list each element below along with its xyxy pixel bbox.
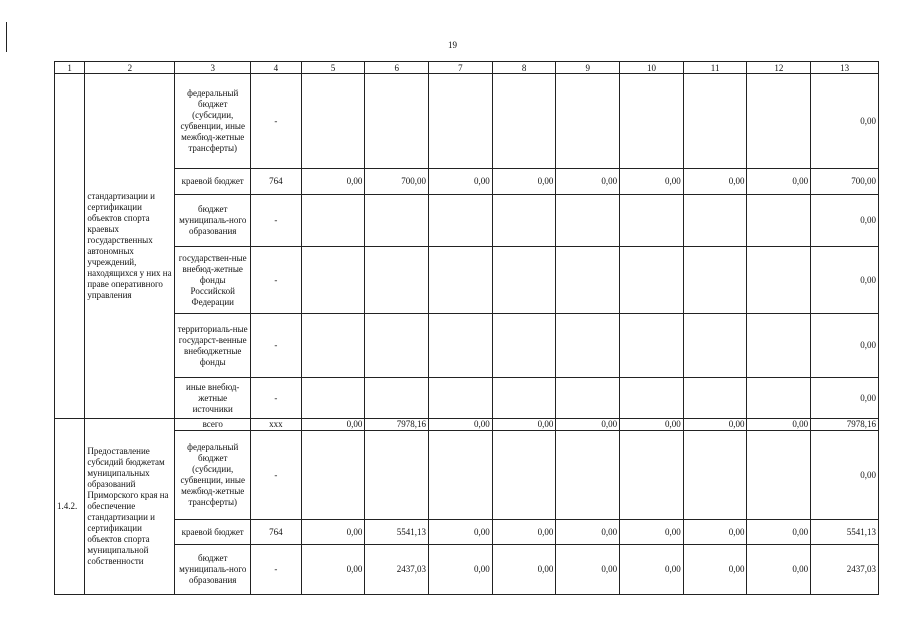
value-cell-7: 0,00 xyxy=(429,520,493,545)
page-number: 19 xyxy=(448,40,457,50)
grbs-code-cell: - xyxy=(251,247,302,314)
value-cell-7 xyxy=(429,431,493,520)
budget-table xyxy=(54,61,879,595)
grbs-code-cell: - xyxy=(251,74,302,169)
table-row xyxy=(55,520,879,545)
value-cell-10: 0,00 xyxy=(620,419,684,431)
table-row xyxy=(55,74,879,169)
funding-source-cell: бюджет муниципаль-ного образования xyxy=(175,545,251,595)
value-cell-5: 0,00 xyxy=(301,520,365,545)
value-cell-10 xyxy=(620,74,684,169)
value-cell-12 xyxy=(747,431,811,520)
table-row xyxy=(55,431,879,520)
value-cell-9 xyxy=(556,314,620,378)
value-cell-13: 0,00 xyxy=(811,431,879,520)
value-cell-13: 7978,16 xyxy=(811,419,879,431)
funding-source-cell: иные внебюд-жетные источники xyxy=(175,378,251,419)
funding-source-cell: федеральный бюджет (субсидии, субвенции, иные межбюд-жетные трансферты) xyxy=(175,431,251,520)
header-cell: 9 xyxy=(556,62,620,74)
value-cell-6 xyxy=(365,74,429,169)
value-cell-10 xyxy=(620,431,684,520)
funding-source-cell: федеральный бюджет (субсидии, субвенции, иные межбюд-жетные трансферты) xyxy=(175,74,251,169)
value-cell-11 xyxy=(683,314,747,378)
grbs-code-cell: - xyxy=(251,195,302,247)
value-cell-5: 0,00 xyxy=(301,545,365,595)
value-cell-6 xyxy=(365,314,429,378)
item-title-cell: стандартизации и сертификации объектов спорта краевых государственных автономных учреждений, находящихся у них на праве оперативного управления xyxy=(85,74,175,419)
table-row xyxy=(55,195,879,247)
value-cell-11: 0,00 xyxy=(683,545,747,595)
header-cell: 1 xyxy=(55,62,85,74)
value-cell-10 xyxy=(620,314,684,378)
header-row xyxy=(55,62,879,74)
value-cell-13: 0,00 xyxy=(811,247,879,314)
value-cell-5 xyxy=(301,247,365,314)
table-row xyxy=(55,419,879,431)
value-cell-11: 0,00 xyxy=(683,169,747,195)
value-cell-7 xyxy=(429,378,493,419)
value-cell-12 xyxy=(747,247,811,314)
header-cell: 7 xyxy=(429,62,493,74)
value-cell-11 xyxy=(683,378,747,419)
value-cell-6: 7978,16 xyxy=(365,419,429,431)
value-cell-11 xyxy=(683,431,747,520)
value-cell-5: 0,00 xyxy=(301,169,365,195)
value-cell-6: 5541,13 xyxy=(365,520,429,545)
value-cell-10: 0,00 xyxy=(620,520,684,545)
value-cell-9: 0,00 xyxy=(556,520,620,545)
value-cell-6 xyxy=(365,431,429,520)
value-cell-7: 0,00 xyxy=(429,169,493,195)
item-title-cell: Предоставление субсидий бюджетам муниципальных образований Приморского края на обеспечение стандартизации и сертификации объектов спорта муниципальной собственности xyxy=(85,419,175,595)
header-cell: 4 xyxy=(251,62,302,74)
grbs-code-cell: 764 xyxy=(251,169,302,195)
header-cell: 12 xyxy=(747,62,811,74)
value-cell-9 xyxy=(556,431,620,520)
value-cell-12 xyxy=(747,314,811,378)
value-cell-13: 0,00 xyxy=(811,195,879,247)
value-cell-6 xyxy=(365,247,429,314)
header-cell: 3 xyxy=(175,62,251,74)
table-row xyxy=(55,314,879,378)
value-cell-10: 0,00 xyxy=(620,169,684,195)
value-cell-12: 0,00 xyxy=(747,419,811,431)
value-cell-12 xyxy=(747,378,811,419)
grbs-code-cell: - xyxy=(251,314,302,378)
header-cell: 8 xyxy=(492,62,556,74)
value-cell-8 xyxy=(492,247,556,314)
value-cell-9: 0,00 xyxy=(556,419,620,431)
value-cell-13: 5541,13 xyxy=(811,520,879,545)
value-cell-6 xyxy=(365,195,429,247)
value-cell-8 xyxy=(492,314,556,378)
table-row xyxy=(55,378,879,419)
value-cell-13: 0,00 xyxy=(811,314,879,378)
grbs-code-cell: - xyxy=(251,431,302,520)
grbs-code-cell: - xyxy=(251,378,302,419)
value-cell-13: 0,00 xyxy=(811,74,879,169)
value-cell-7 xyxy=(429,195,493,247)
value-cell-11 xyxy=(683,195,747,247)
value-cell-13: 0,00 xyxy=(811,378,879,419)
funding-source-cell: бюджет муниципаль-ного образования xyxy=(175,195,251,247)
grbs-code-cell: 764 xyxy=(251,520,302,545)
value-cell-12: 0,00 xyxy=(747,545,811,595)
value-cell-9: 0,00 xyxy=(556,169,620,195)
value-cell-5 xyxy=(301,314,365,378)
value-cell-11: 0,00 xyxy=(683,520,747,545)
header-cell: 13 xyxy=(811,62,879,74)
value-cell-8: 0,00 xyxy=(492,419,556,431)
table-row xyxy=(55,545,879,595)
value-cell-13: 2437,03 xyxy=(811,545,879,595)
value-cell-6: 2437,03 xyxy=(365,545,429,595)
grbs-code-cell: - xyxy=(251,545,302,595)
value-cell-12 xyxy=(747,195,811,247)
item-number-cell: 1.4.2. xyxy=(55,419,85,595)
value-cell-8 xyxy=(492,431,556,520)
value-cell-9 xyxy=(556,74,620,169)
value-cell-8 xyxy=(492,378,556,419)
value-cell-10 xyxy=(620,378,684,419)
funding-source-cell: государствен-ные внебюд-жетные фонды Российской Федерации xyxy=(175,247,251,314)
value-cell-8: 0,00 xyxy=(492,520,556,545)
value-cell-7: 0,00 xyxy=(429,419,493,431)
header-cell: 10 xyxy=(620,62,684,74)
funding-source-cell: краевой бюджет xyxy=(175,520,251,545)
value-cell-11: 0,00 xyxy=(683,419,747,431)
value-cell-11 xyxy=(683,247,747,314)
table-row xyxy=(55,169,879,195)
value-cell-5 xyxy=(301,195,365,247)
funding-source-cell: всего xyxy=(175,419,251,431)
value-cell-6: 700,00 xyxy=(365,169,429,195)
value-cell-9 xyxy=(556,195,620,247)
value-cell-7 xyxy=(429,314,493,378)
value-cell-11 xyxy=(683,74,747,169)
value-cell-5: 0,00 xyxy=(301,419,365,431)
value-cell-9: 0,00 xyxy=(556,545,620,595)
value-cell-5 xyxy=(301,74,365,169)
value-cell-8 xyxy=(492,74,556,169)
header-cell: 6 xyxy=(365,62,429,74)
value-cell-7 xyxy=(429,74,493,169)
value-cell-7 xyxy=(429,247,493,314)
value-cell-7: 0,00 xyxy=(429,545,493,595)
value-cell-6 xyxy=(365,378,429,419)
funding-source-cell: краевой бюджет xyxy=(175,169,251,195)
value-cell-10 xyxy=(620,195,684,247)
table-row xyxy=(55,247,879,314)
value-cell-9 xyxy=(556,378,620,419)
value-cell-5 xyxy=(301,378,365,419)
value-cell-10 xyxy=(620,247,684,314)
value-cell-12 xyxy=(747,74,811,169)
value-cell-12: 0,00 xyxy=(747,169,811,195)
value-cell-9 xyxy=(556,247,620,314)
header-cell: 11 xyxy=(683,62,747,74)
value-cell-8 xyxy=(492,195,556,247)
value-cell-5 xyxy=(301,431,365,520)
funding-source-cell: территориаль-ные государст-венные внебюджетные фонды xyxy=(175,314,251,378)
header-cell: 2 xyxy=(85,62,175,74)
value-cell-12: 0,00 xyxy=(747,520,811,545)
value-cell-10: 0,00 xyxy=(620,545,684,595)
header-cell: 5 xyxy=(301,62,365,74)
grbs-code-cell: ххх xyxy=(251,419,302,431)
item-number-cell xyxy=(55,74,85,419)
value-cell-8: 0,00 xyxy=(492,545,556,595)
value-cell-13: 700,00 xyxy=(811,169,879,195)
value-cell-8: 0,00 xyxy=(492,169,556,195)
